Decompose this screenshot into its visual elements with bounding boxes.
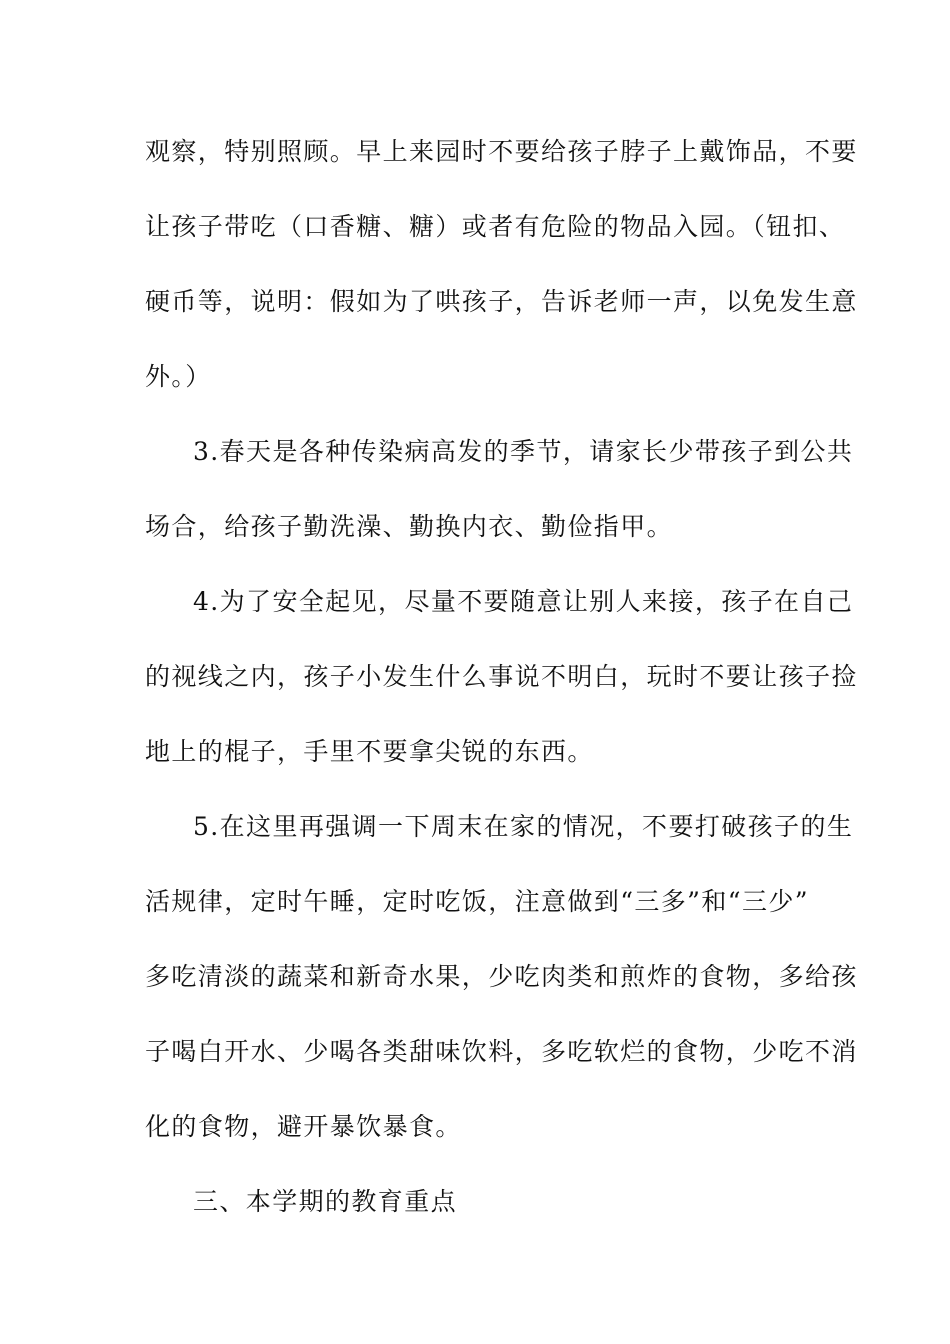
text-line: 硬币等，说明：假如为了哄孩子，告诉老师一声，以免发生意 (145, 287, 858, 316)
paragraph-3-start: 3.春天是各种传染病高发的季节，请家长少带孩子到公共 (193, 437, 854, 466)
paragraph-4-start: 4.为了安全起见，尽量不要随意让别人来接，孩子在自己 (193, 587, 854, 616)
text-line: 外。） (145, 362, 212, 391)
text-line: 化的食物，避开暴饮暴食。 (145, 1112, 462, 1141)
text-line: 让孩子带吃（口香糖、糖）或者有危险的物品入园。（钮扣、 (145, 212, 846, 241)
text-line: 的视线之内，孩子小发生什么事说不明白，玩时不要让孩子捡 (145, 662, 858, 691)
text-line: 观察，特别照顾。早上来园时不要给孩子脖子上戴饰品，不要 (145, 137, 858, 166)
text-line: 多吃清淡的蔬菜和新奇水果，少吃肉类和煎炸的食物，多给孩 (145, 962, 858, 991)
text-line: 地上的棍子，手里不要拿尖锐的东西。 (145, 737, 594, 766)
paragraph-5-start: 5.在这里再强调一下周末在家的情况，不要打破孩子的生 (193, 812, 854, 841)
text-line: 子喝白开水、少喝各类甜味饮料，多吃软烂的食物，少吃不消 (145, 1037, 858, 1066)
text-line: 活规律，定时午睡，定时吃饭，注意做到“三多”和“三少” (145, 887, 809, 916)
text-line: 场合，给孩子勤洗澡、勤换内衣、勤俭指甲。 (145, 512, 674, 541)
section-heading: 三、本学期的教育重点 (193, 1187, 458, 1216)
